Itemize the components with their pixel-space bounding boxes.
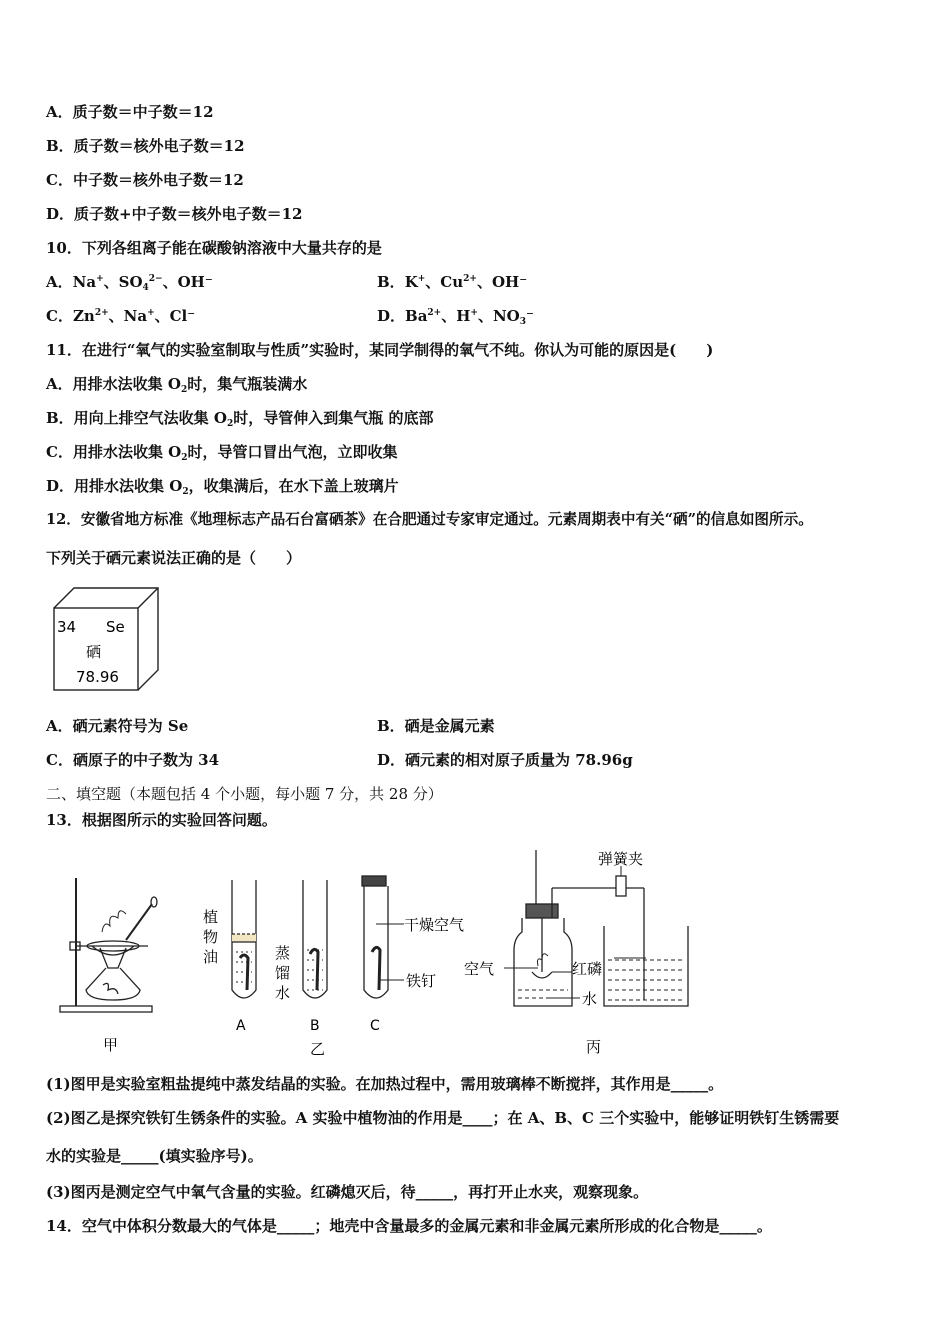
- cell-atomic-mass: 78.96: [76, 668, 119, 686]
- q12-option-d: D．硒元素的相对原子质量为 78.96g: [377, 751, 633, 769]
- q13-part-2-cont: 水的实验是_____(填实验序号)。: [46, 1147, 263, 1165]
- label-water-3: 水: [275, 984, 291, 1002]
- q13-part-1: (1)图甲是实验室粗盐提纯中蒸发结晶的实验。在加热过程中，需用玻璃棒不断搅拌，其作用是_____。: [46, 1075, 724, 1093]
- label-jia: 甲: [103, 1036, 119, 1054]
- q9-option-d: D．质子数+中子数＝核外电子数＝12: [46, 205, 303, 223]
- q14-stem: 14．空气中体积分数最大的气体是_____；地壳中含量最多的金属元素和非金属元素所形成的化合物是_____。: [46, 1217, 772, 1235]
- label-water-1: 蒸: [275, 944, 291, 962]
- label-phosphorus: 红磷: [572, 960, 603, 978]
- q11-option-b: B．用向上排空气法收集 $O_2$时，导管伸入到集气瓶 的底部: [46, 409, 434, 429]
- cell-name: 硒: [86, 643, 102, 661]
- q11-option-d: D．用排水法收集 $O_2$，收集满后，在水下盖上玻璃片: [46, 477, 399, 497]
- selenium-periodic-cell: [48, 586, 164, 694]
- q12-option-c: C．硒原子的中子数为 34: [46, 751, 220, 769]
- cell-atomic-number: 34: [57, 618, 77, 636]
- q10-option-b: B．K+、$Cu^{2+}$、OH⁻: [377, 273, 528, 291]
- label-oil-3: 油: [203, 948, 219, 966]
- label-clamp: 弹簧夹: [598, 850, 644, 868]
- label-nail: 铁钉: [406, 972, 437, 990]
- figure-bing-apparatus: [504, 850, 688, 1006]
- q13-part-2: (2)图乙是探究铁钉生锈条件的实验。A 实验中植物油的作用是____；在 A、B、C 三个实验中，能够证明铁钉生锈需要: [46, 1109, 840, 1127]
- q12-stem-line2: 下列关于硒元素说法正确的是（ ）: [46, 549, 302, 567]
- q9-option-c: C．中子数＝核外电子数＝12: [46, 171, 244, 189]
- label-oil-2: 物: [203, 928, 219, 946]
- q12-option-b: B．硒是金属元素: [377, 717, 495, 735]
- q10-option-d: D．$Ba^{2+}$、H+、$NO_3^-$: [377, 307, 534, 327]
- label-air: 空气: [464, 960, 495, 978]
- section-2-heading: 二、填空题（本题包括 4 个小题，每小题 7 分，共 28 分）: [46, 785, 443, 803]
- label-oil-1: 植: [203, 908, 219, 926]
- q11-stem: 11．在进行“氧气的实验室制取与性质”实验时，某同学制得的氧气不纯。你认为可能的原因是( ): [46, 341, 714, 359]
- q11-option-c: C．用排水法收集 $O_2$时，导管口冒出气泡，立即收集: [46, 443, 398, 463]
- figure-yi-tube-b: [303, 880, 327, 998]
- q10-option-c: C．$Zn^{2+}$、Na+、Cl⁻: [46, 307, 196, 325]
- label-tube-b: B: [310, 1018, 320, 1034]
- label-bing: 丙: [586, 1038, 602, 1056]
- label-water-2: 馏: [275, 964, 291, 982]
- q12-stem-line1: 12．安徽省地方标准《地理标志产品石台富硒茶》在合肥通过专家审定通过。元素周期表中有关“硒”的信息如图所示。: [46, 511, 813, 528]
- cell-symbol: Se: [106, 618, 125, 636]
- label-dry-air: 干燥空气: [404, 916, 465, 934]
- label-yi: 乙: [310, 1040, 326, 1058]
- q10-option-a: A．Na+、$SO_4^{2-}$、OH⁻: [46, 273, 213, 293]
- q13-stem: 13．根据图所示的实验回答问题。: [46, 811, 277, 829]
- q9-option-a: A．质子数＝中子数＝12: [46, 103, 214, 121]
- q12-option-a: A．硒元素符号为 Se: [46, 717, 189, 735]
- figure-jia-evaporation: [60, 878, 157, 1012]
- q9-option-b: B．质子数＝核外电子数＝12: [46, 137, 245, 155]
- q13-experiment-figure: [48, 840, 698, 1062]
- figure-yi-tube-a: [232, 880, 256, 998]
- q11-option-a: A．用排水法收集 $O_2$时，集气瓶装满水: [46, 375, 308, 395]
- figure-yi-tube-c: [362, 876, 404, 998]
- q10-stem: 10．下列各组离子能在碳酸钠溶液中大量共存的是: [46, 239, 382, 257]
- q13-part-3: (3)图丙是测定空气中氧气含量的实验。红磷熄灭后，待_____，再打开止水夹，观察现象。: [46, 1183, 649, 1201]
- label-water: 水: [582, 990, 598, 1008]
- label-tube-a: A: [236, 1018, 246, 1034]
- label-tube-c: C: [370, 1018, 380, 1034]
